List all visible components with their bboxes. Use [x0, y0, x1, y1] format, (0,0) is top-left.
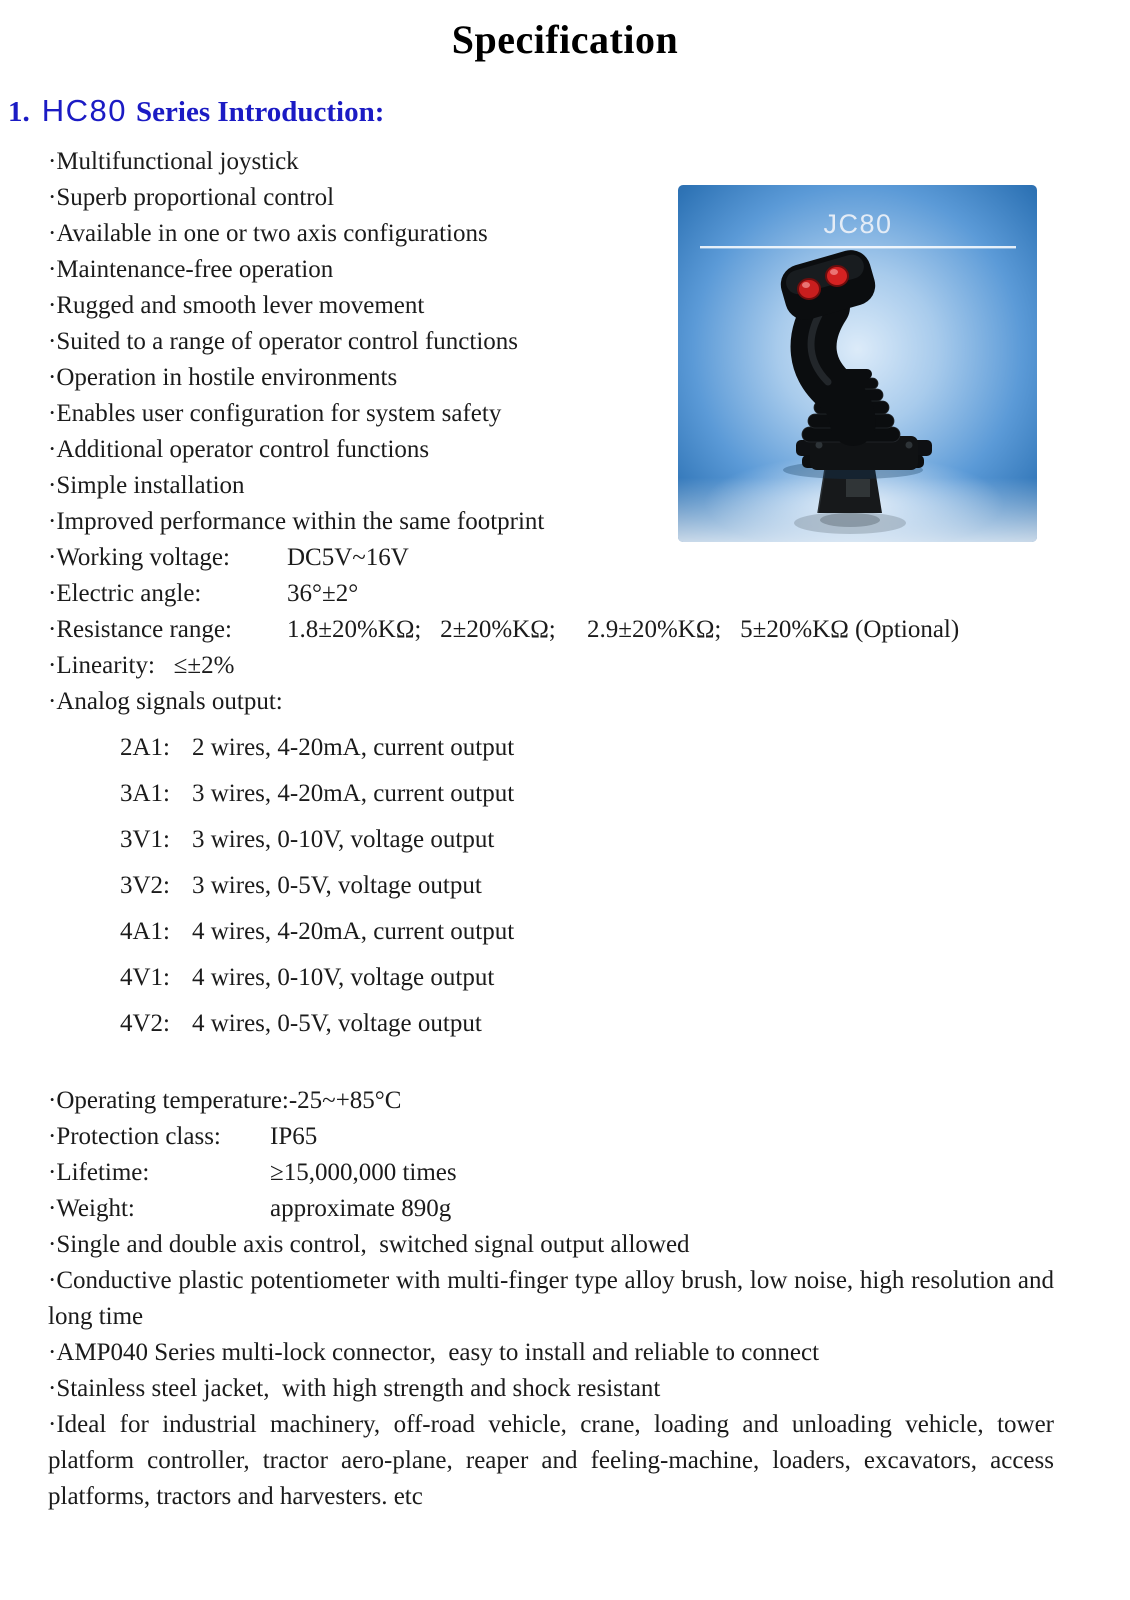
- feature-item: ·Suited to a range of operator control functions: [48, 328, 518, 355]
- product-photo: [678, 185, 1037, 542]
- note-axis-control: ·Single and double axis control, switched signal output allowed: [48, 1231, 690, 1258]
- analog-desc: 2 wires, 4-20mA, current output: [192, 734, 515, 761]
- product-label: JC80: [823, 209, 893, 239]
- feature-item: ·Maintenance-free operation: [48, 256, 334, 283]
- base-screw-right: [906, 442, 913, 449]
- notes-section: [48, 1227, 1054, 1515]
- note-applications: ·Ideal for industrial machinery, off-road vehicle, crane, loading and unloading vehicle, tower platform controller, tractor aero-plane, reaper and feeling-machine, loaders, excavators, access platforms, tractors and harvesters. etc: [48, 1411, 1054, 1510]
- spec-value: ≥15,000,000 times: [270, 1159, 457, 1186]
- feature-item: ·Additional operator control functions: [48, 436, 430, 463]
- analog-output-item: [120, 817, 1054, 863]
- analog-output-list: [120, 725, 1054, 1047]
- analog-output-item: [120, 955, 1054, 1001]
- divider-line: [700, 246, 1016, 248]
- feature-item: ·Superb proportional control: [48, 184, 335, 211]
- red-button-left-glint: [802, 282, 810, 288]
- spec-row-lifetime: [48, 1155, 1054, 1191]
- feature-item: ·Multifunctional joystick: [48, 148, 299, 175]
- joystick-reflection-core: [820, 513, 880, 527]
- model-name: HC80: [41, 93, 128, 128]
- environment-specs: [48, 1083, 1054, 1227]
- analog-code: 3V2:: [120, 872, 170, 899]
- feature-item: ·Operation in hostile environments: [48, 364, 398, 391]
- spec-label: ·Lifetime:: [48, 1159, 150, 1186]
- feature-item: ·Rugged and smooth lever movement: [48, 292, 425, 319]
- analog-code: 3V1:: [120, 826, 170, 853]
- spec-row-electric-angle: [48, 576, 1054, 612]
- spec-label: ·Protection class:: [48, 1123, 221, 1150]
- analog-code: 3A1:: [120, 780, 170, 807]
- feature-item: ·Improved performance within the same footprint: [48, 508, 545, 535]
- spec-row-protection-class: [48, 1119, 1054, 1155]
- base-screw-left: [816, 442, 823, 449]
- feature-item: ·Simple installation: [48, 472, 245, 499]
- analog-output-item: [120, 725, 1054, 771]
- spec-value: 36°±2°: [287, 580, 359, 607]
- section-heading-text: Series Introduction:: [136, 96, 385, 128]
- analog-output-item: [120, 771, 1054, 817]
- analog-desc: 3 wires, 0-5V, voltage output: [192, 872, 482, 899]
- analog-code: 2A1:: [120, 734, 170, 761]
- analog-desc: 4 wires, 4-20mA, current output: [192, 918, 515, 945]
- analog-code: 4V2:: [120, 1010, 170, 1037]
- electrical-specs: [48, 540, 1054, 720]
- section-heading: [8, 93, 1130, 129]
- spec-value: IP65: [270, 1123, 318, 1150]
- red-button-right: [826, 266, 848, 286]
- spec-value: -25~+85°C: [288, 1087, 402, 1114]
- connector-box-panel: [846, 479, 870, 497]
- spec-label: ·Working voltage:: [48, 544, 230, 571]
- red-button-left: [798, 279, 820, 299]
- analog-output-heading: ·Analog signals output:: [48, 688, 283, 715]
- spec-row-operating-temperature: [48, 1083, 1054, 1119]
- analog-output-item: [120, 909, 1054, 955]
- note-connector: ·AMP040 Series multi-lock connector, easy to install and reliable to connect: [48, 1339, 820, 1366]
- analog-desc: 4 wires, 0-5V, voltage output: [192, 1010, 482, 1037]
- note-potentiometer: ·Conductive plastic potentiometer with multi-finger type alloy brush, low noise, high resolution and long time: [48, 1267, 1054, 1330]
- section-number: 1.: [8, 96, 30, 128]
- spec-value: approximate 890g: [270, 1195, 452, 1222]
- feature-item: ·Enables user configuration for system safety: [48, 400, 502, 427]
- analog-output-item: [120, 1001, 1054, 1047]
- spec-label: ·Operating temperature:: [48, 1087, 289, 1114]
- red-button-right-glint: [830, 269, 838, 275]
- note-jacket: ·Stainless steel jacket, with high strength and shock resistant: [48, 1375, 661, 1402]
- feature-item: ·Available in one or two axis configurations: [48, 220, 488, 247]
- spec-label: ·Resistance range:: [48, 616, 232, 643]
- spec-label: ·Weight:: [48, 1195, 135, 1222]
- analog-desc: 3 wires, 0-10V, voltage output: [192, 826, 495, 853]
- page-title: Specification: [451, 17, 679, 62]
- spec-value: 1.8±20%KΩ; 2±20%KΩ; 2.9±20%KΩ; 5±20%KΩ (Optional): [287, 616, 960, 643]
- spec-row-working-voltage: [48, 540, 1054, 576]
- spec-row-linearity: ·Linearity: ≤±2%: [48, 652, 235, 679]
- analog-output-item: [120, 863, 1054, 909]
- product-photo-svg: [678, 185, 1037, 542]
- analog-desc: 4 wires, 0-10V, voltage output: [192, 964, 495, 991]
- analog-code: 4V1:: [120, 964, 170, 991]
- spec-row-resistance-range: [48, 612, 1054, 648]
- analog-desc: 3 wires, 4-20mA, current output: [192, 780, 515, 807]
- spec-value: DC5V~16V: [287, 544, 409, 571]
- spec-row-weight: [48, 1191, 1054, 1227]
- analog-code: 4A1:: [120, 918, 170, 945]
- spec-label: ·Electric angle:: [48, 580, 202, 607]
